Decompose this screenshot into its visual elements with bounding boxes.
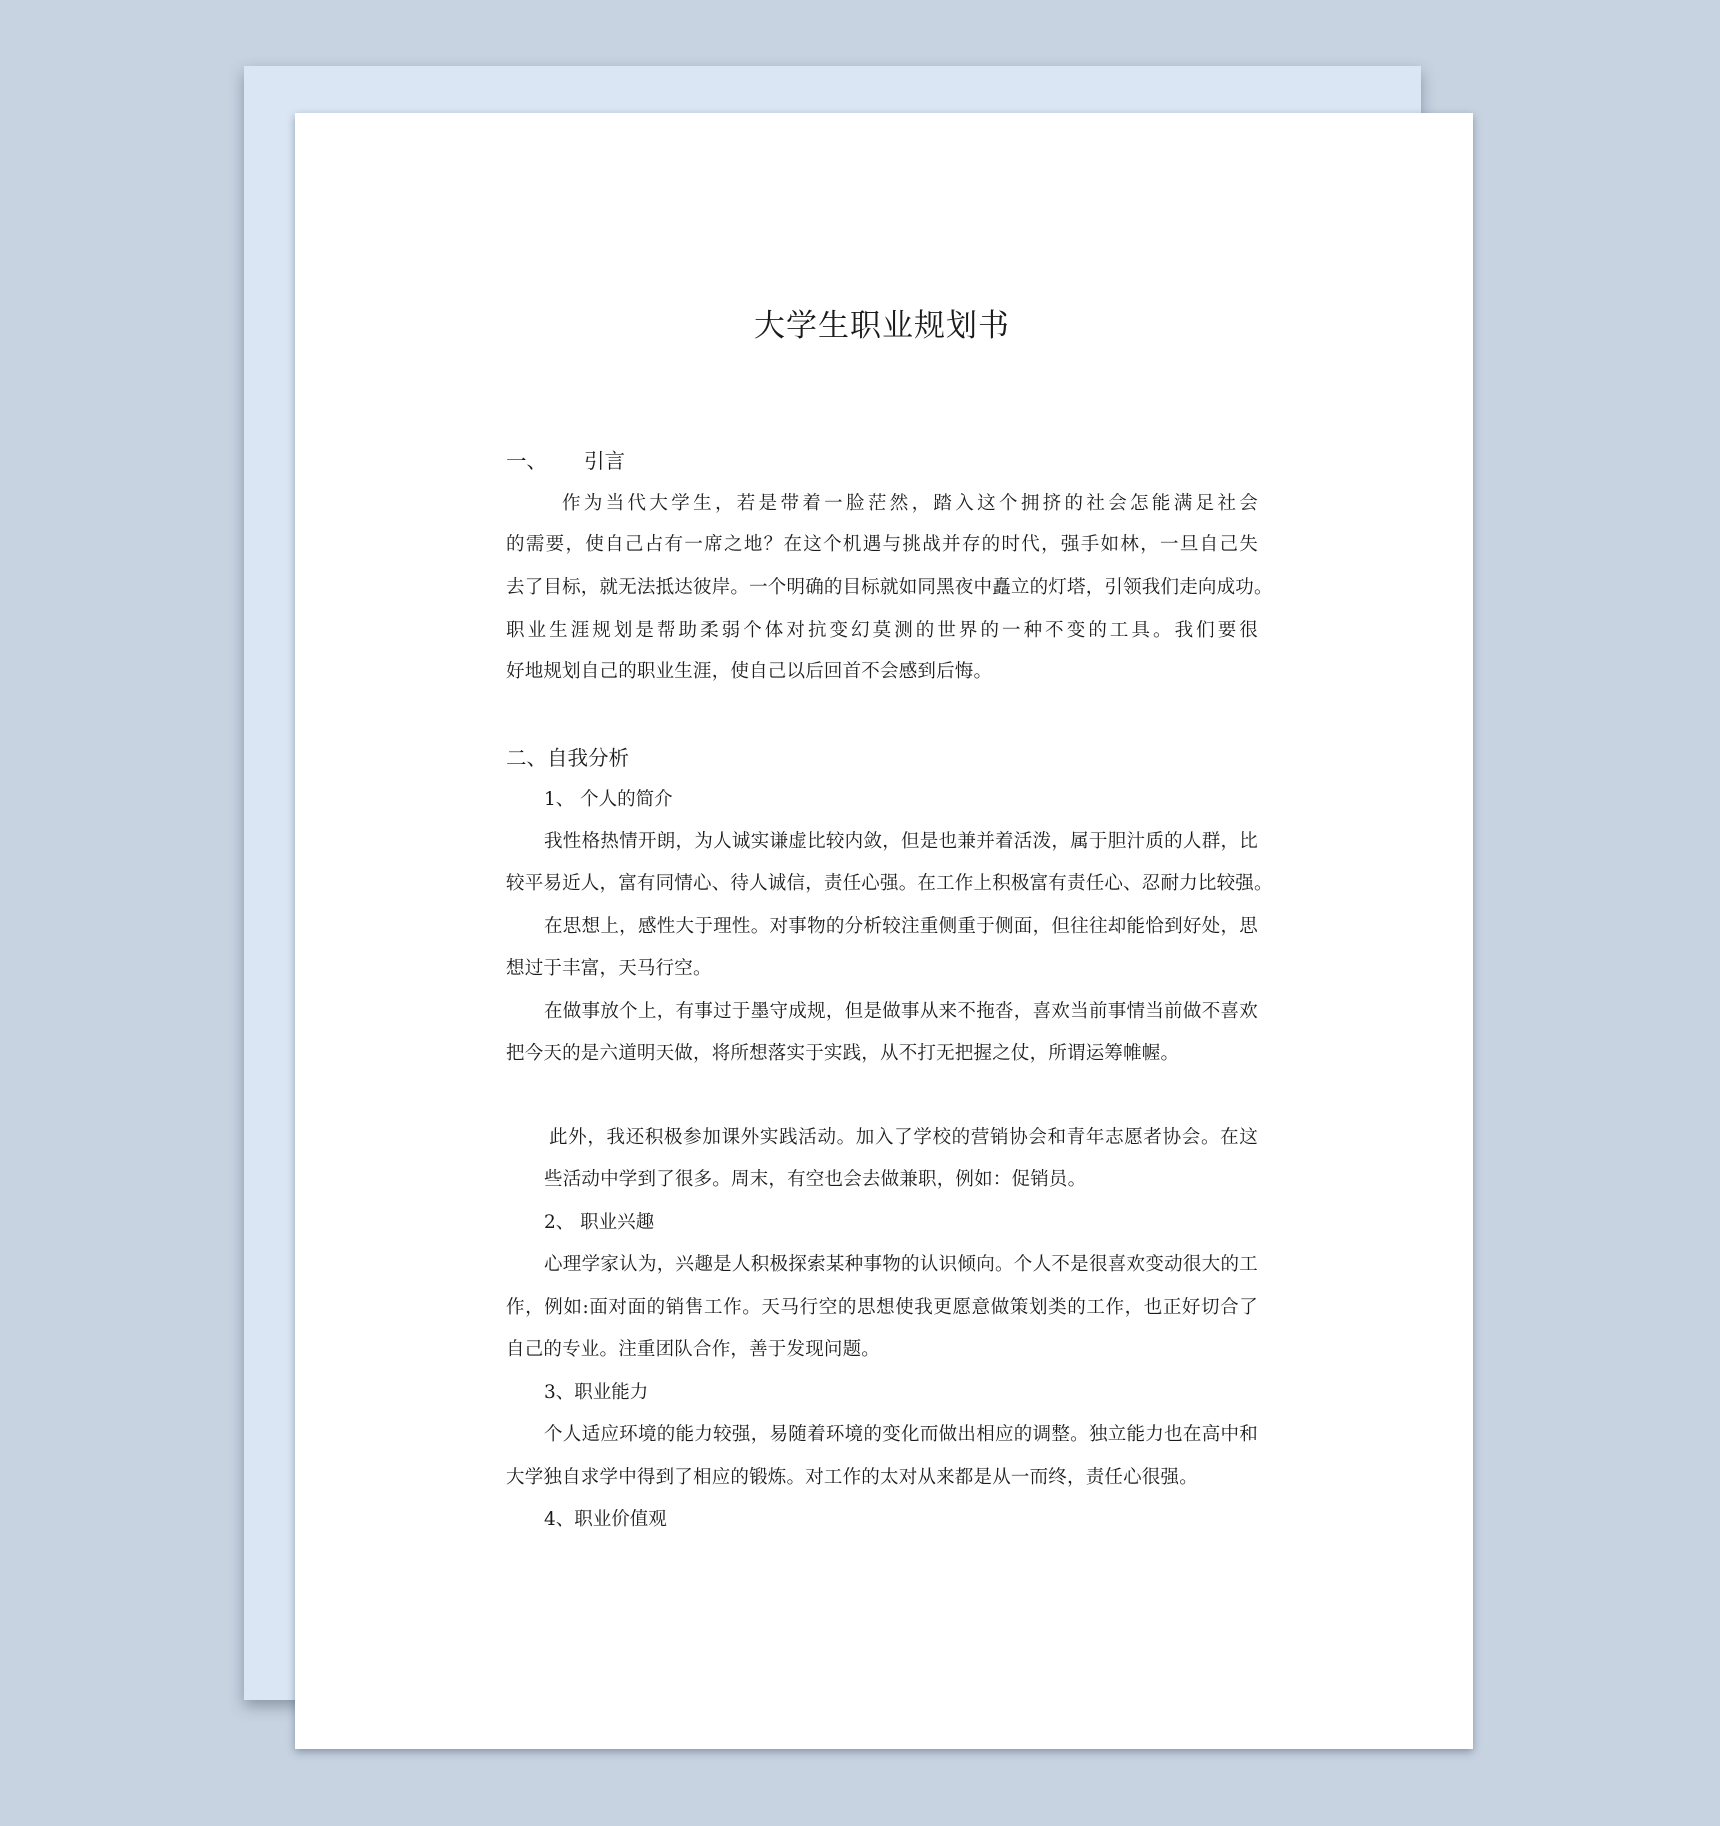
paragraph-line: 职业生涯规划是帮助柔弱个体对抗变幻莫测的世界的一种不变的工具。我们要很 (506, 620, 1258, 641)
subsection-heading-interest: 2、 职业兴趣 (544, 1212, 655, 1233)
paragraph-line: 想过于丰富，天马行空。 (506, 958, 712, 979)
paragraph-line: 好地规划自己的职业生涯，使自己以后回首不会感到后悔。 (506, 661, 993, 682)
paragraph-line: 心理学家认为，兴趣是人积极探索某种事物的认识倾向。个人不是很喜欢变动很大的工 (544, 1254, 1258, 1275)
subsection-heading-ability: 3、职业能力 (544, 1382, 649, 1403)
paragraph-line: 大学独自求学中得到了相应的锻炼。对工作的太对从来都是从一而终，责任心很强。 (506, 1467, 1198, 1488)
paragraph-line: 作，例如:面对面的销售工作。天马行空的思想使我更愿意做策划类的工作，也正好切合了 (506, 1297, 1258, 1318)
section-number: 二、 (506, 746, 547, 770)
paragraph-line: 的需要，使自己占有一席之地？在这个机遇与挑战并存的时代，强手如林，一旦自己失 (506, 534, 1258, 555)
paragraph-line: 作为当代大学生，若是带着一脸茫然，踏入这个拥挤的社会怎能满足社会 (562, 493, 1258, 514)
subsection-heading-profile: 1、 个人的简介 (544, 789, 673, 810)
paragraph-line: 在思想上，感性大于理性。对事物的分析较注重侧重于侧面，但往往却能恰到好处，思 (544, 916, 1258, 937)
section-number: 一、 (506, 449, 547, 473)
document-title: 大学生职业规划书 (754, 308, 1010, 344)
section-title: 引言 (584, 449, 625, 473)
paragraph-line: 个人适应环境的能力较强，易随着环境的变化而做出相应的调整。独立能力也在高中和 (544, 1424, 1258, 1445)
subsection-heading-values: 4、职业价值观 (544, 1509, 667, 1530)
paragraph-line: 较平易近人，富有同情心、待人诚信，责任心强。在工作上积极富有责任心、忍耐力比较强。 (506, 873, 1273, 894)
paragraph-line: 我性格热情开朗，为人诚实谦虚比较内敛，但是也兼并着活泼，属于胆汁质的人群，比 (544, 831, 1258, 852)
paragraph-line: 把今天的是六道明天做，将所想落实于实践，从不打无把握之仗，所谓运筹帷幄。 (506, 1043, 1180, 1064)
paragraph-line: 在做事放个上，有事过于墨守成规，但是做事从来不拖沓，喜欢当前事情当前做不喜欢 (544, 1001, 1258, 1022)
section-title: 自我分析 (547, 746, 629, 770)
document-page (295, 113, 1473, 1749)
paragraph-line: 此外，我还积极参加课外实践活动。加入了学校的营销协会和青年志愿者协会。在这 (549, 1127, 1258, 1148)
paragraph-line: 去了目标，就无法抵达彼岸。一个明确的目标就如同黑夜中矗立的灯塔，引领我们走向成功。 (506, 577, 1273, 598)
section-heading-self-analysis (506, 743, 629, 773)
section-heading-intro (506, 446, 625, 476)
paragraph-line: 些活动中学到了很多。周末，有空也会去做兼职，例如：促销员。 (544, 1169, 1087, 1190)
paragraph-line: 自己的专业。注重团队合作，善于发现问题。 (506, 1339, 881, 1360)
